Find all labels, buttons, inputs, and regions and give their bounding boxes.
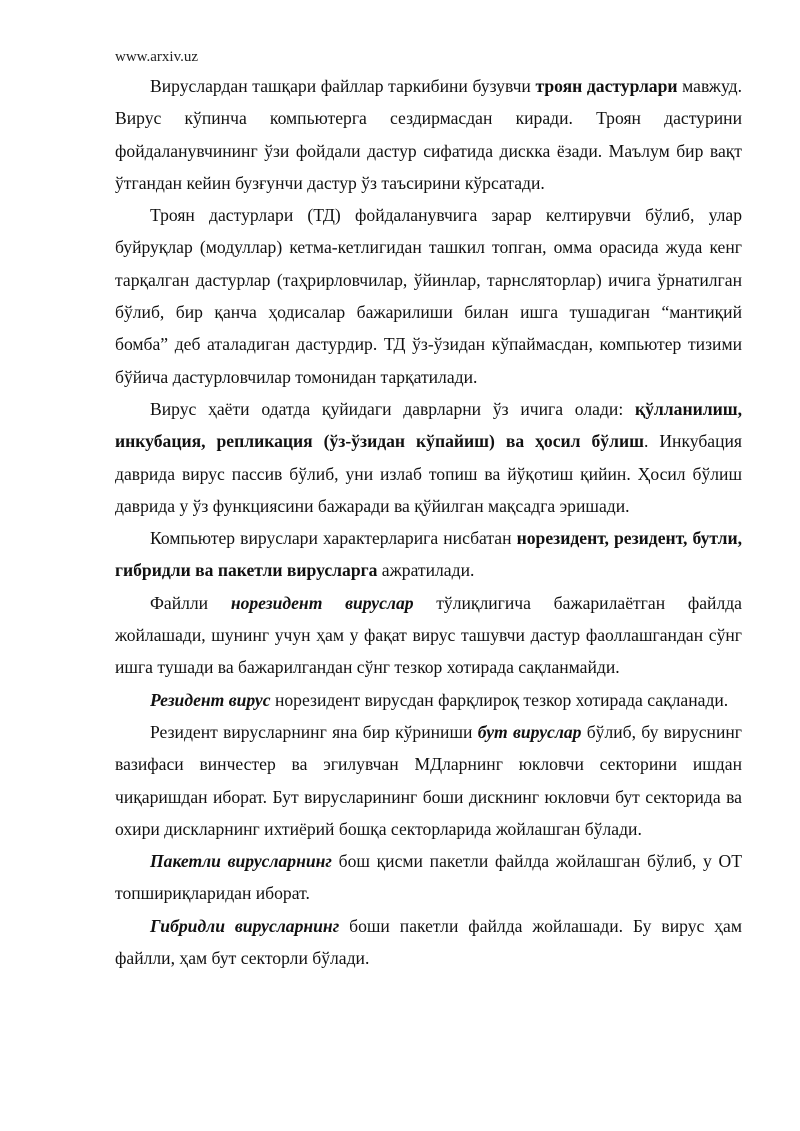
paragraph	[115, 70, 742, 199]
document-body	[115, 70, 742, 974]
text-run: Троян дастурлари (ТД) фойдаланувчига зарар келтирувчи бўлиб, улар буйруқлар (модуллар) кетма-кетлигидан ташкил топган, омма орасида жуда кенг тарқалган дастурлар (таҳрирловчилар, ўйинлар, тарнсляторлар) ичига ўрнатилган бўлиб, бир қанча ҳодисалар бажарилиши билан ишга тушадиган “мантиқий бомба” деб аталадиган дастурдир. ТД ўз-ўзидан кўпаймасдан, компьютер тизими бўйича дастурловчилар томонидан тарқатилади.	[115, 205, 742, 387]
text-run: . Инкубация даврида вирус пассив бўлиб, уни излаб топиш ва йўқотиш қийин. Ҳосил бўлиш даврида у ўз функциясини бажаради ва қўйилган мақсадга эришади.	[115, 431, 743, 516]
paragraph	[115, 910, 742, 975]
text-run: Компьютер вируслари характерларига нисбатан	[150, 528, 517, 549]
paragraph	[115, 684, 742, 716]
text-run: боши пакетли файлда жойлашади. Бу вирус ҳам файлли, ҳам бут секторли бўлади.	[115, 915, 742, 969]
text-run: ажратилади.	[377, 560, 475, 581]
text-run: тўлиқлигича бажарилаётган файлда жойлашади, шунинг учун ҳам у фақат вирус ташувчи дастур фаоллашгандан сўнг ишга тушади ва бажарилгандан сўнг тезкор хотирада сақланмайди.	[115, 592, 742, 678]
bold-term: қўлланилиш, инкубация, репликация (ўз-ўзидан кўпайиш) ва ҳосил бўлиш	[115, 398, 742, 452]
text-run: мавжуд. Вирус кўпинча компьютерга сездирмасдан киради. Троян дастурини фойдаланувчининг ўзи фойдали дастур сифатида дискка ёзади. Маълум бир вақт ўтгандан кейин бузғунчи дастур ўз таъсирини кўрсатади.	[115, 76, 742, 193]
text-run: норезидент вирусдан фарқлироқ тезкор хотирада сақланади.	[270, 689, 729, 710]
text-run: Вируслардан ташқари файллар таркибини бузувчи	[150, 76, 536, 96]
paragraph	[115, 587, 742, 684]
bold-italic-term: норезидент вируслар	[230, 592, 414, 613]
paragraph	[115, 845, 742, 910]
bold-term: норезидент, резидент, бутли, гибридли ва пакетли вирусларга	[115, 528, 742, 581]
text-run: бўлиб, бу вируснинг вазифаси винчестер ва эгилувчан МДларнинг юкловчи секторини ишдан чиқаришдан иборат. Бут вирусларининг боши дискнинг юкловчи бут секторида ва охири дискларнинг ихтиёрий бошқа секторларида жойлашган бўлади.	[115, 721, 742, 839]
site-url: www.arxiv.uz	[115, 49, 199, 65]
paragraph	[115, 522, 742, 587]
text-run: Резидент вирусларнинг яна бир кўриниши	[150, 721, 478, 742]
bold-italic-term: Резидент вирус	[150, 689, 271, 710]
paragraph	[115, 716, 742, 845]
text-run: бош қисми пакетли файлда жойлашган бўлиб, у ОТ топшириқларидан иборат.	[115, 851, 742, 904]
text-run: Файлли	[150, 592, 231, 613]
bold-italic-term: бут вируслар	[477, 721, 582, 742]
text-run: Вирус ҳаёти одатда қуйидаги даврларни ўз ичига олади:	[150, 398, 635, 419]
bold-italic-term: Гибридли вирусларнинг	[150, 915, 340, 936]
paragraph	[115, 393, 742, 522]
bold-italic-term: Пакетли вирусларнинг	[150, 851, 332, 872]
paragraph	[115, 199, 742, 393]
bold-term: троян дастурлари	[535, 76, 678, 96]
